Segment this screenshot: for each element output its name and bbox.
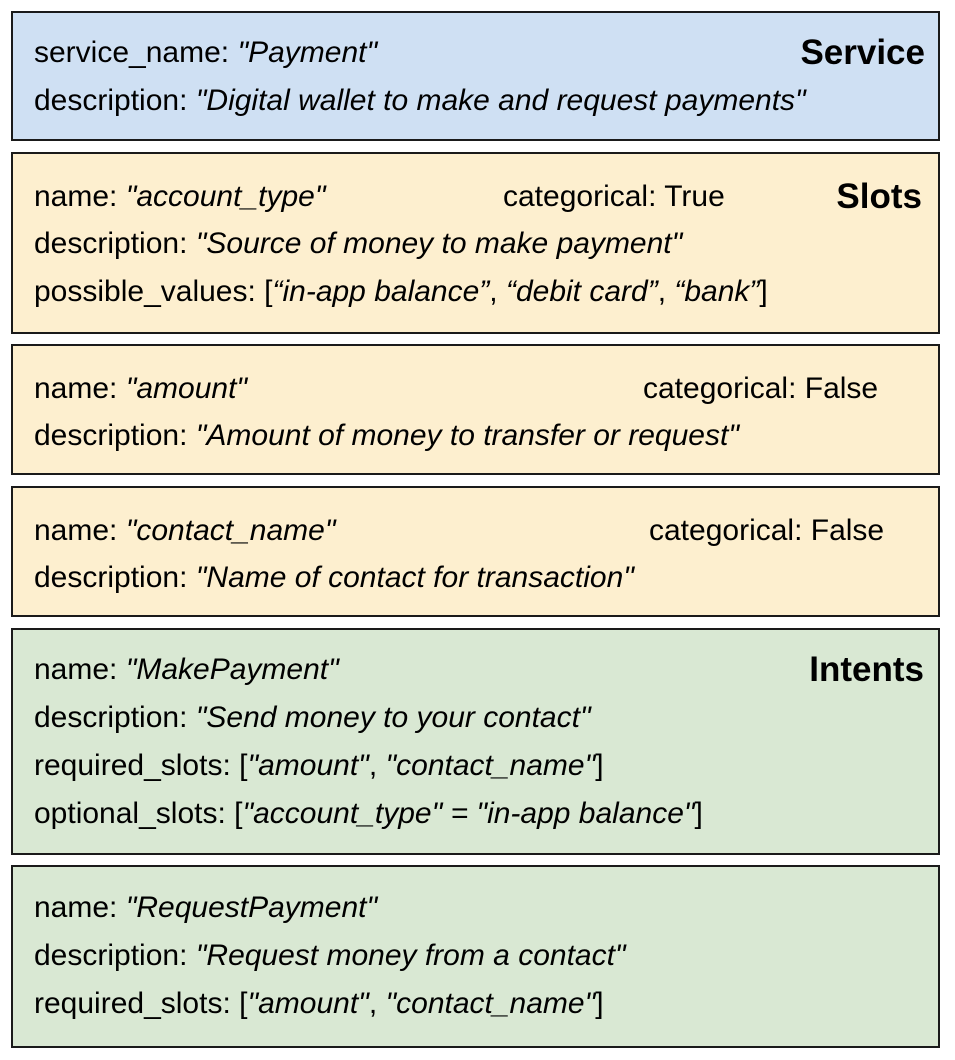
required-slots-key: required_slots: [ (34, 749, 248, 782)
separator: , (489, 275, 506, 308)
separator: , (657, 275, 675, 308)
slot-description-key: description: (34, 419, 196, 452)
service-description-key: description: (34, 84, 196, 117)
intents-section-title: Intents (809, 650, 924, 689)
slot-description-value: "Amount of money to transfer or request" (195, 419, 739, 452)
slots-section-title: Slots (836, 177, 922, 216)
intent-name-value: "MakePayment" (125, 653, 339, 686)
slot-categorical: categorical: False (649, 514, 885, 547)
required-slot-value: "amount" (247, 987, 369, 1020)
service-box (11, 11, 940, 141)
service-name-line (34, 35, 377, 71)
slot-box-account-type (11, 152, 940, 334)
intent-box-request-payment (11, 865, 940, 1048)
intent-description-line (34, 700, 591, 736)
close-bracket: ] (595, 749, 604, 782)
slot-categorical: categorical: False (643, 372, 879, 405)
slot-name-line (34, 371, 247, 407)
service-description-value: "Digital wallet to make and request payments" (195, 84, 806, 117)
close-bracket: ] (759, 275, 768, 308)
separator: , (368, 987, 386, 1020)
slot-box-contact-name (11, 486, 940, 617)
separator: , (368, 749, 386, 782)
intent-name-value: "RequestPayment" (125, 891, 378, 924)
intent-name-key: name: (34, 891, 126, 924)
close-bracket: ] (694, 797, 703, 830)
required-slot-value: "amount" (247, 749, 369, 782)
slot-name-line (34, 179, 325, 215)
possible-values-key: possible_values: [ (34, 275, 273, 308)
slot-description-line (34, 418, 739, 454)
slot-description-line (34, 226, 682, 262)
slot-description-line (34, 560, 634, 596)
slot-categorical: categorical: True (503, 180, 725, 213)
service-name-key: service_name: (34, 36, 238, 69)
slot-name-value: "contact_name" (125, 514, 336, 547)
service-description-line (34, 83, 806, 119)
intent-required-slots-line (34, 986, 604, 1022)
service-name-value: "Payment" (237, 36, 378, 69)
slot-name-value: "account_type" (125, 180, 326, 213)
intent-optional-slots-line (34, 796, 703, 832)
required-slot-value: "contact_name" (385, 987, 596, 1020)
intent-required-slots-line (34, 748, 604, 784)
slot-description-value: "Name of contact for transaction" (195, 561, 634, 594)
slot-name-key: name: (34, 180, 126, 213)
slot-name-line (34, 513, 335, 549)
possible-value: “debit card” (505, 275, 658, 308)
intent-name-key: name: (34, 653, 126, 686)
slot-name-key: name: (34, 514, 126, 547)
intent-description-key: description: (34, 939, 196, 972)
slot-name-key: name: (34, 372, 126, 405)
slot-box-amount (11, 344, 940, 475)
intent-box-make-payment (11, 628, 940, 855)
optional-slot-value: "account_type" = "in-app balance" (242, 797, 695, 830)
required-slots-key: required_slots: [ (34, 987, 248, 1020)
optional-slots-key: optional_slots: [ (34, 797, 243, 830)
intent-description-value: "Request money from a contact" (195, 939, 626, 972)
slot-possible-values-line (34, 274, 768, 310)
slot-name-value: "amount" (125, 372, 248, 405)
service-section-title: Service (800, 33, 925, 72)
slot-description-key: description: (34, 561, 196, 594)
required-slot-value: "contact_name" (385, 749, 596, 782)
possible-value: “in-app balance” (272, 275, 490, 308)
close-bracket: ] (595, 987, 604, 1020)
intent-description-line (34, 938, 626, 974)
intent-name-line (34, 652, 339, 688)
intent-description-key: description: (34, 701, 196, 734)
slot-description-key: description: (34, 227, 196, 260)
intent-description-value: "Send money to your contact" (195, 701, 591, 734)
possible-value: “bank” (674, 275, 760, 308)
intent-name-line (34, 890, 377, 926)
slot-description-value: "Source of money to make payment" (195, 227, 683, 260)
